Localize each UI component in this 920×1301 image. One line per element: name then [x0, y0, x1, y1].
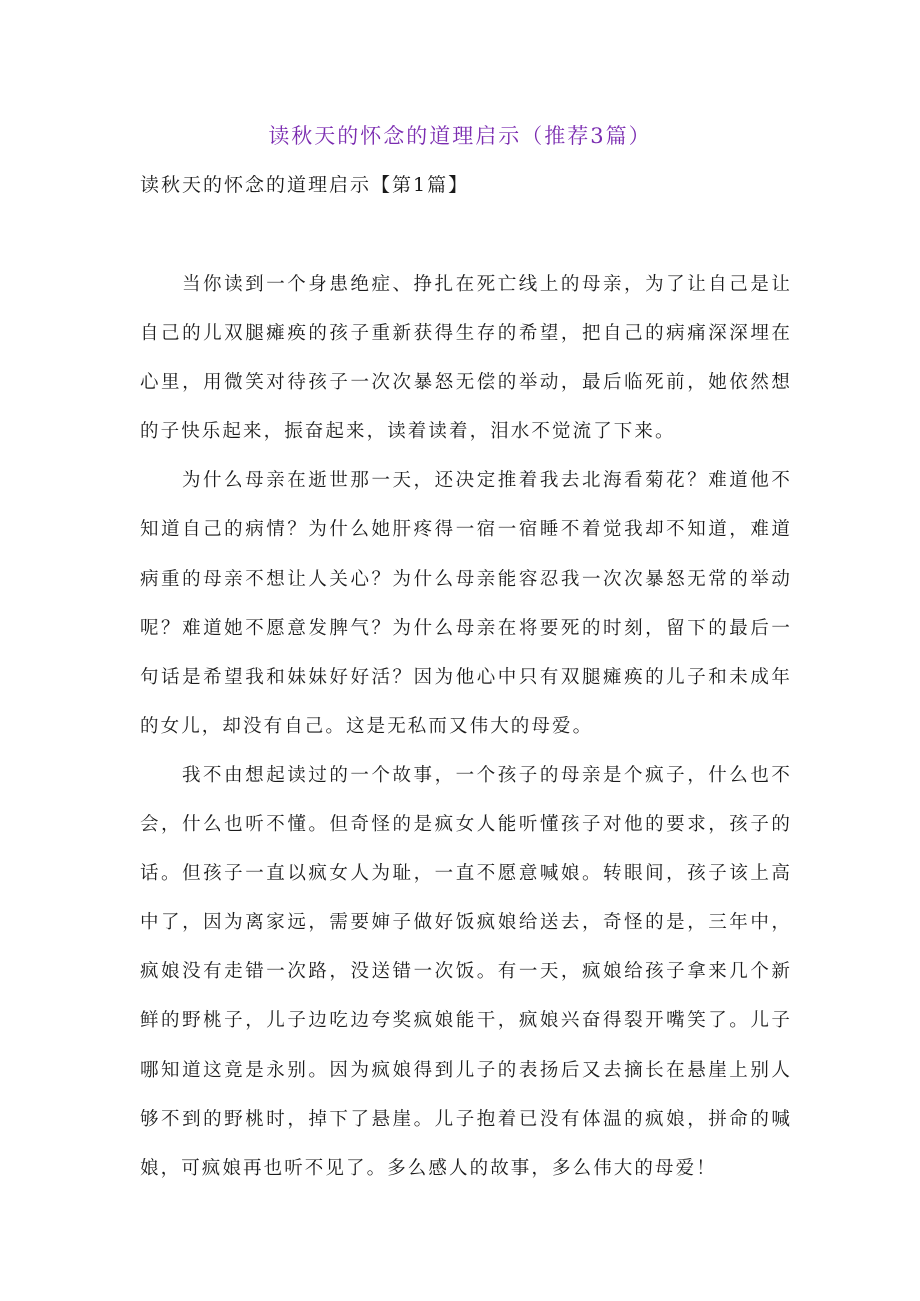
document-title: 读秋天的怀念的道理启示（推荐3篇） — [268, 124, 652, 148]
document-body — [140, 260, 792, 1193]
paragraph: 当你读到一个身患绝症、挣扎在死亡线上的母亲，为了让自己是让自己的儿双腿瘫痪的孩子重新获得生存的希望，把自己的病痛深深埋在心里，用微笑对待孩子一次次暴怒无偿的举动，最后临死前，她依然想的子快乐起来，振奋起来，读着读着，泪水不觉流了下来。 — [140, 274, 792, 443]
section-heading: 读秋天的怀念的道理启示【第1篇】 — [140, 174, 470, 196]
paragraph: 我不由想起读过的一个故事，一个孩子的母亲是个疯子，什么也不会，什么也听不懂。但奇怪的是疯女人能听懂孩子对他的要求，孩子的话。但孩子一直以疯女人为耻，一直不愿意喊娘。转眼间，孩子该上高中了，因为离家远，需要婶子做好饭疯娘给送去，奇怪的是，三年中，疯娘没有走错一次路，没送错一次饭。有一天，疯娘给孩子拿来几个新鲜的野桃子，儿子边吃边夸奖疯娘能干，疯娘兴奋得裂开嘴笑了。儿子哪知道这竟是永别。因为疯娘得到儿子的表扬后又去摘长在悬崖上别人够不到的野桃时，掉下了悬崖。儿子抱着已没有体温的疯娘，拼命的喊娘，可疯娘再也听不见了。多么感人的故事，多么伟大的母爱！ — [140, 764, 792, 1179]
paragraph: 为什么母亲在逝世那一天，还决定推着我去北海看菊花？难道他不知道自己的病情？为什么她肝疼得一宿一宿睡不着觉我却不知道，难道病重的母亲不想让人关心？为什么母亲能容忍我一次次暴怒无常的举动呢？难道她不愿意发脾气？为什么母亲在将要死的时刻，留下的最后一句话是希望我和妹妹好好活？因为他心中只有双腿瘫痪的儿子和未成年的女儿，却没有自己。这是无私而又伟大的母爱。 — [140, 470, 792, 737]
